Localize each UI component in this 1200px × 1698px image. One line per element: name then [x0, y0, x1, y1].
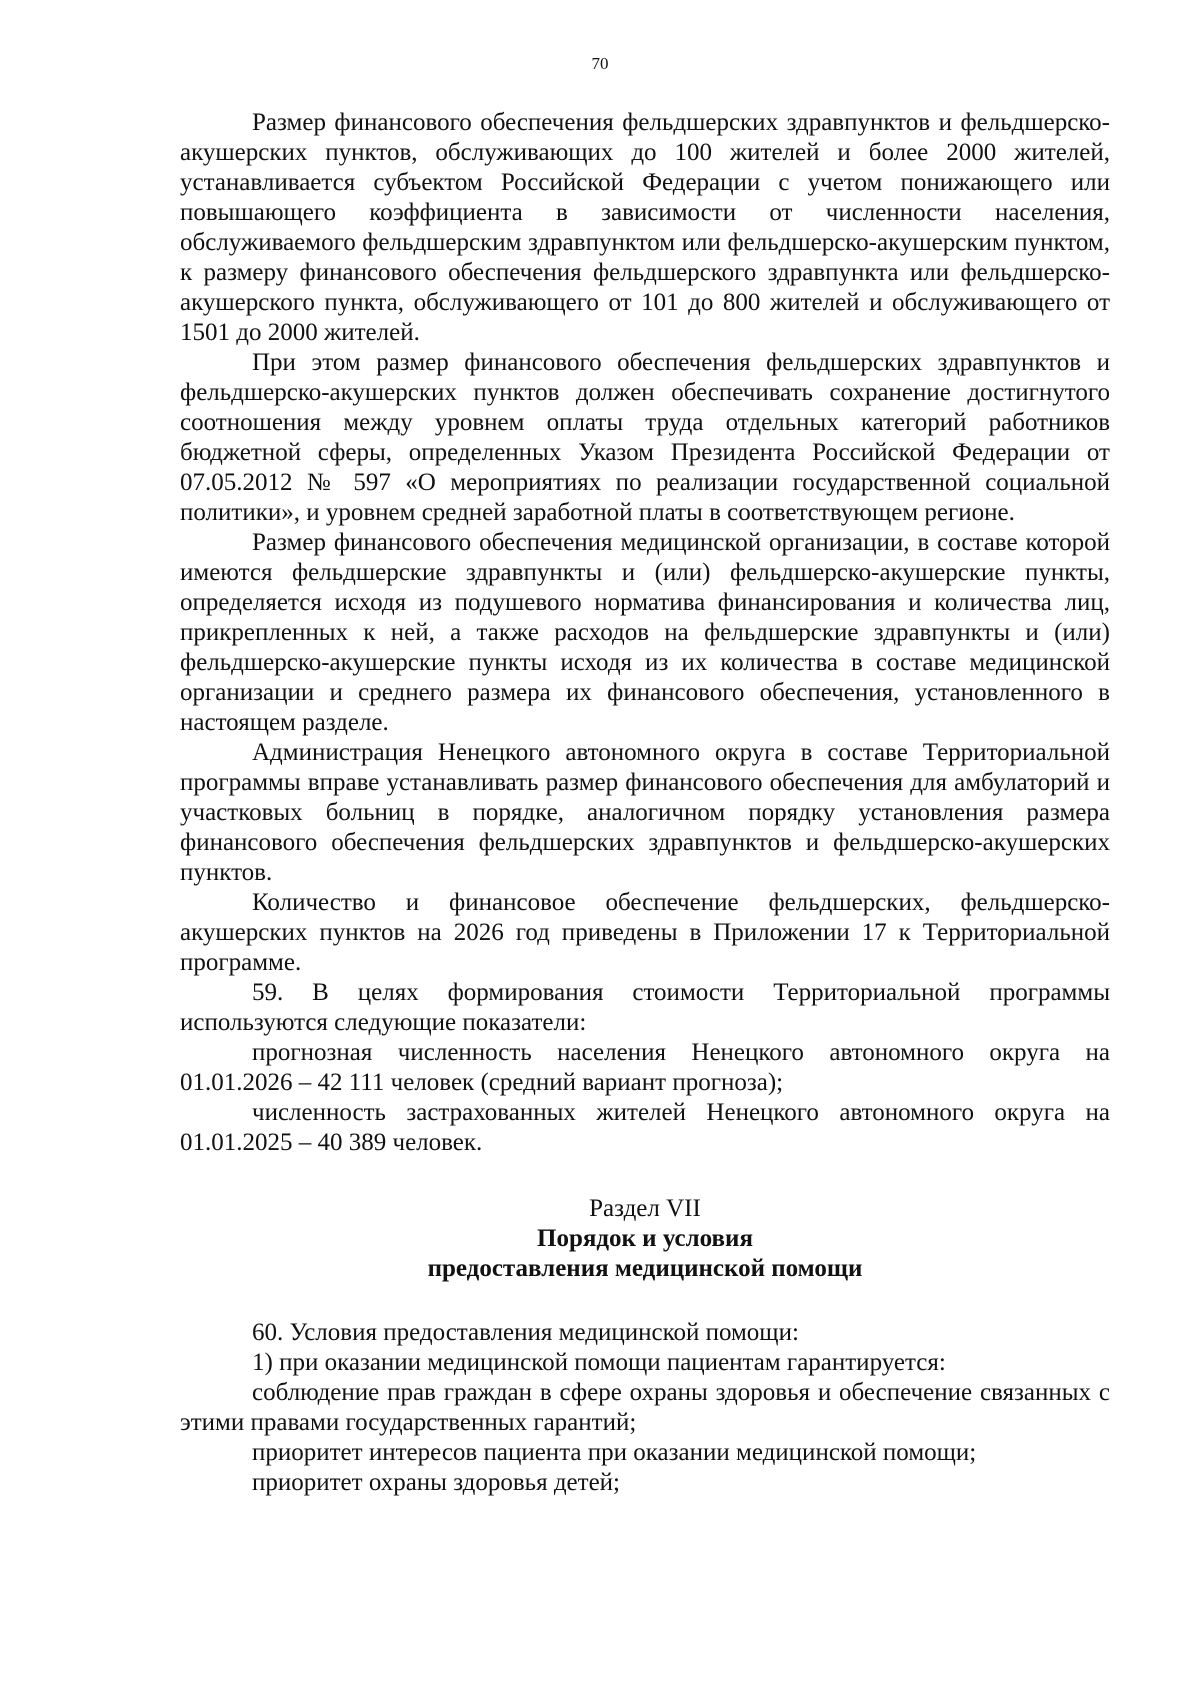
- paragraph-children-priority: приоритет охраны здоровья детей;: [252, 1469, 620, 1496]
- paragraph-citizen-rights: соблюдение прав граждан в сфере охраны здоровья и обеспечение связанных с этими правами государственных гарантий;: [180, 1379, 1110, 1436]
- paragraph-insured-population: численность застрахованных жителей Ненецкого автономного округа на 01.01.2025 – 40 389 человек.: [180, 1099, 1110, 1156]
- paragraph-59-indicators: 59. В целях формирования стоимости Территориальной программы используются следующие показатели:: [180, 979, 1110, 1036]
- document-body: [180, 108, 1110, 1498]
- paragraph-60-conditions: 60. Условия предоставления медицинской помощи:: [252, 1319, 799, 1346]
- section-body: [180, 1318, 1110, 1498]
- page-number: 70: [591, 54, 609, 73]
- section-label: Раздел VII: [589, 1195, 701, 1222]
- section-title-line-1: Порядок и условия: [537, 1225, 753, 1252]
- paragraph-salary-ratio: При этом размер финансового обеспечения фельдшерских здравпунктов и фельдшерско-акушерских пунктов должен обеспечивать сохранение достигнутого соотношения между уровнем оплаты труда отдельных категорий работников бюджетной сферы, определенных Указом Президента Российской Федерации от 07.05.2012 № 597 «О мероприятиях по реализации государственной социальной политики», и уровнем средней заработной платы в соответствующем регионе.: [180, 349, 1110, 526]
- paragraph-item-1: 1) при оказании медицинской помощи пациентам гарантируется:: [252, 1349, 946, 1376]
- paragraph-population-forecast: прогнозная численность населения Ненецкого автономного округа на 01.01.2026 – 42 111 человек (средний вариант прогноза);: [180, 1039, 1110, 1096]
- paragraph-fap-funding-size: Размер финансового обеспечения фельдшерских здравпунктов и фельдшерско-акушерских пунктов, обслуживающих до 100 жителей и более 2000 жителей, устанавливается субъектом Российской Федерации с учетом понижающего или повышающего коэффициента в зависимости от численности населения, обслуживаемого фельдшерским здравпунктом или фельдшерско-акушерским пунктом, к размеру финансового обеспечения фельдшерского здравпункта или фельдшерско-акушерского пункта, обслуживающего от 101 до 800 жителей и обслуживающего от 1501 до 2000 жителей.: [180, 109, 1110, 346]
- section-title-line-2: предоставления медицинской помощи: [427, 1255, 863, 1282]
- paragraph-patient-priority: приоритет интересов пациента при оказании медицинской помощи;: [252, 1439, 977, 1466]
- paragraph-appendix-17: Количество и финансовое обеспечение фельдшерских, фельдшерско-акушерских пунктов на 2026 год приведены в Приложении 17 к Территориальной программе.: [180, 889, 1110, 976]
- section-heading: [180, 1194, 1110, 1284]
- paragraph-medical-org-funding: Размер финансового обеспечения медицинской организации, в составе которой имеются фельдшерские здравпункты и (или) фельдшерско-акушерские пункты, определяется исходя из подушевого норматива финансирования и количества лиц, прикрепленных к ней, а также расходов на фельдшерские здравпункты и (или) фельдшерско-акушерские пункты исходя из их количества в составе медицинской организации и среднего размера их финансового обеспечения, установленного в настоящем разделе.: [180, 529, 1110, 736]
- paragraph-ambulatory-funding: Администрация Ненецкого автономного округа в составе Территориальной программы вправе устанавливать размер финансового обеспечения для амбулаторий и участковых больниц в порядке, аналогичном порядку установления размера финансового обеспечения фельдшерских здравпунктов и фельдшерско-акушерских пунктов.: [180, 739, 1110, 886]
